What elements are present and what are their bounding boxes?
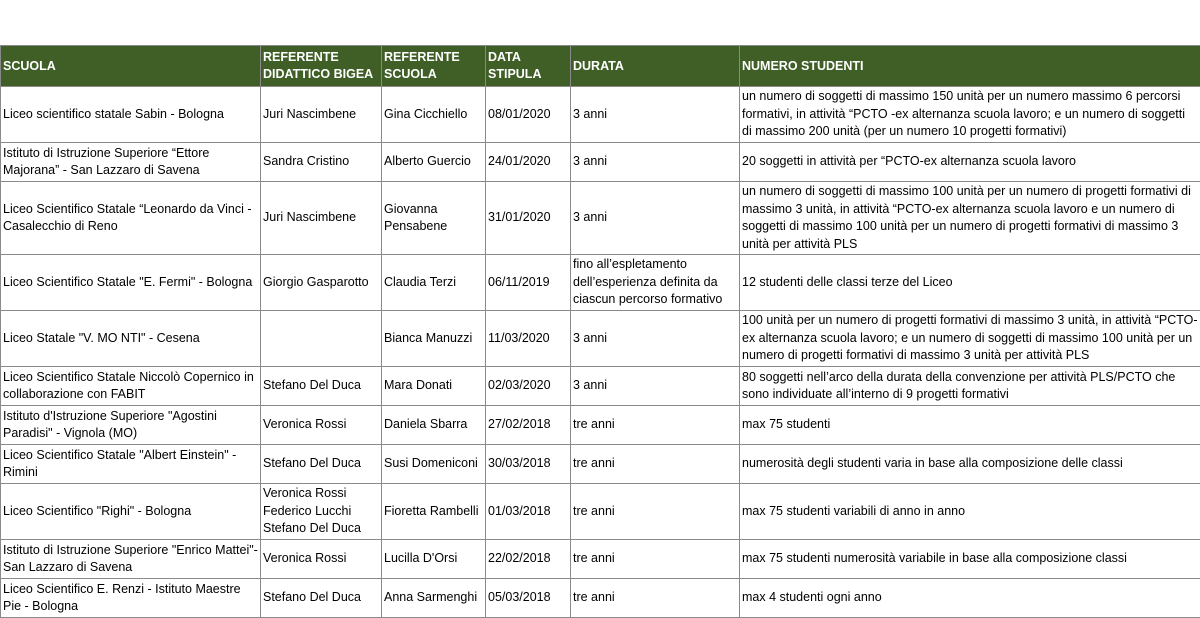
- table-row: [1, 255, 1200, 311]
- table-row: [1, 540, 1200, 579]
- cell-referente-bigea: Stefano Del Duca: [261, 367, 382, 406]
- cell-data-stipula: 05/03/2018: [486, 579, 571, 618]
- cell-referente-scuola: Bianca Manuzzi: [382, 311, 486, 367]
- cell-referente-bigea: [261, 484, 382, 540]
- table-row: [1, 484, 1200, 540]
- cell-scuola: Istituto di Istruzione Superiore “Ettore Majorana” - San Lazzaro di Savena: [1, 143, 261, 182]
- cell-numero-studenti: 12 studenti delle classi terze del Liceo: [740, 255, 1200, 311]
- header-durata: DURATA: [571, 46, 740, 87]
- cell-durata: tre anni: [571, 579, 740, 618]
- cell-data-stipula: 22/02/2018: [486, 540, 571, 579]
- table-row: [1, 367, 1200, 406]
- cell-referente-scuola: Alberto Guercio: [382, 143, 486, 182]
- cell-durata: 3 anni: [571, 311, 740, 367]
- table-row: [1, 445, 1200, 484]
- header-data-stipula: DATA STIPULA: [486, 46, 571, 87]
- cell-referente-scuola: Susi Domeniconi: [382, 445, 486, 484]
- cell-scuola: Liceo Scientifico Statale "E. Fermi" - Bologna: [1, 255, 261, 311]
- cell-numero-studenti: max 4 studenti ogni anno: [740, 579, 1200, 618]
- table-row: [1, 406, 1200, 445]
- cell-numero-studenti: un numero di soggetti di massimo 150 unità per un numero massimo 6 percorsi formativi, in attività “PCTO -ex alternanza scuola lavoro; e un numero di soggetti di massimo 200 unità (per un numero 10 progetti formativi): [740, 87, 1200, 143]
- cell-data-stipula: 01/03/2018: [486, 484, 571, 540]
- cell-scuola: Liceo Scientifico Statale Niccolò Copernico in collaborazione con FABIT: [1, 367, 261, 406]
- cell-data-stipula: 24/01/2020: [486, 143, 571, 182]
- table-row: [1, 87, 1200, 143]
- cell-referente-scuola: Claudia Terzi: [382, 255, 486, 311]
- header-scuola: SCUOLA: [1, 46, 261, 87]
- cell-referente-bigea: Stefano Del Duca: [261, 445, 382, 484]
- table-row: [1, 143, 1200, 182]
- cell-referente-bigea: Juri Nascimbene: [261, 87, 382, 143]
- cell-numero-studenti: 20 soggetti in attività per “PCTO-ex alternanza scuola lavoro: [740, 143, 1200, 182]
- cell-data-stipula: 11/03/2020: [486, 311, 571, 367]
- cell-durata: 3 anni: [571, 143, 740, 182]
- referenti-bigea-list: Veronica Rossi Federico Lucchi Stefano Del Duca: [263, 486, 361, 535]
- cell-referente-scuola: Giovanna Pensabene: [382, 182, 486, 255]
- cell-referente-bigea: Juri Nascimbene: [261, 182, 382, 255]
- cell-data-stipula: 30/03/2018: [486, 445, 571, 484]
- cell-data-stipula: 27/02/2018: [486, 406, 571, 445]
- cell-data-stipula: 31/01/2020: [486, 182, 571, 255]
- cell-scuola: Istituto d'Istruzione Superiore "Agostini Paradisi" - Vignola (MO): [1, 406, 261, 445]
- cell-referente-bigea: Veronica Rossi: [261, 540, 382, 579]
- cell-referente-bigea: Veronica Rossi: [261, 406, 382, 445]
- cell-durata: tre anni: [571, 445, 740, 484]
- cell-scuola: Liceo Scientifico E. Renzi - Istituto Maestre Pie - Bologna: [1, 579, 261, 618]
- table-row: [1, 579, 1200, 618]
- cell-scuola: Liceo scientifico statale Sabin - Bologna: [1, 87, 261, 143]
- conventions-table: [0, 45, 1200, 618]
- cell-referente-scuola: Anna Sarmenghi: [382, 579, 486, 618]
- header-numero-studenti: NUMERO STUDENTI: [740, 46, 1200, 87]
- cell-numero-studenti: numerosità degli studenti varia in base alla composizione delle classi: [740, 445, 1200, 484]
- cell-scuola: Istituto di Istruzione Superiore "Enrico Mattei"- San Lazzaro di Savena: [1, 540, 261, 579]
- cell-durata: tre anni: [571, 484, 740, 540]
- cell-numero-studenti: 80 soggetti nell’arco della durata della convenzione per attività PLS/PCTO che sono individuate all’interno di 9 progetti formativi: [740, 367, 1200, 406]
- header-referente-scuola: REFERENTE SCUOLA: [382, 46, 486, 87]
- cell-numero-studenti: max 75 studenti numerosità variabile in base alla composizione classi: [740, 540, 1200, 579]
- header-referente-bigea: REFERENTE DIDATTICO BIGEA: [261, 46, 382, 87]
- cell-referente-bigea: Giorgio Gasparotto: [261, 255, 382, 311]
- cell-scuola: Liceo Scientifico Statale “Leonardo da Vinci - Casalecchio di Reno: [1, 182, 261, 255]
- table-row: [1, 311, 1200, 367]
- cell-scuola: Liceo Statale "V. MO NTI" - Cesena: [1, 311, 261, 367]
- cell-numero-studenti: 100 unità per un numero di progetti formativi di massimo 3 unità, in attività “PCTO-ex alternanza scuola lavoro; e un numero di soggetti di massimo 100 unità per un numero di progetti formativi di massimo 3 unità per attività PLS: [740, 311, 1200, 367]
- cell-numero-studenti: un numero di soggetti di massimo 100 unità per un numero di progetti formativi di massimo 3 unità, in attività “PCTO-ex alternanza scuola lavoro e un numero di soggetti di massimo 100 unità per un numero di progetti formativi di massimo 3 unità per attività PLS: [740, 182, 1200, 255]
- cell-data-stipula: 06/11/2019: [486, 255, 571, 311]
- cell-durata: tre anni: [571, 540, 740, 579]
- cell-referente-scuola: Lucilla D'Orsi: [382, 540, 486, 579]
- cell-referente-scuola: Daniela Sbarra: [382, 406, 486, 445]
- cell-numero-studenti: max 75 studenti: [740, 406, 1200, 445]
- cell-data-stipula: 08/01/2020: [486, 87, 571, 143]
- cell-referente-scuola: Mara Donati: [382, 367, 486, 406]
- cell-durata: tre anni: [571, 406, 740, 445]
- cell-referente-bigea: Stefano Del Duca: [261, 579, 382, 618]
- cell-durata: 3 anni: [571, 182, 740, 255]
- cell-referente-bigea: Sandra Cristino: [261, 143, 382, 182]
- cell-referente-scuola: Gina Cicchiello: [382, 87, 486, 143]
- cell-scuola: Liceo Scientifico Statale "Albert Einstein" - Rimini: [1, 445, 261, 484]
- cell-durata: 3 anni: [571, 87, 740, 143]
- cell-scuola: Liceo Scientifico "Righi" - Bologna: [1, 484, 261, 540]
- cell-data-stipula: 02/03/2020: [486, 367, 571, 406]
- cell-referente-bigea: [261, 311, 382, 367]
- cell-durata: 3 anni: [571, 367, 740, 406]
- conventions-sheet: [0, 45, 1200, 618]
- cell-durata: fino all’espletamento dell’esperienza definita da ciascun percorso formativo: [571, 255, 740, 311]
- cell-referente-scuola: Fioretta Rambelli: [382, 484, 486, 540]
- header-row: [1, 46, 1200, 87]
- table-row: [1, 182, 1200, 255]
- cell-numero-studenti: max 75 studenti variabili di anno in anno: [740, 484, 1200, 540]
